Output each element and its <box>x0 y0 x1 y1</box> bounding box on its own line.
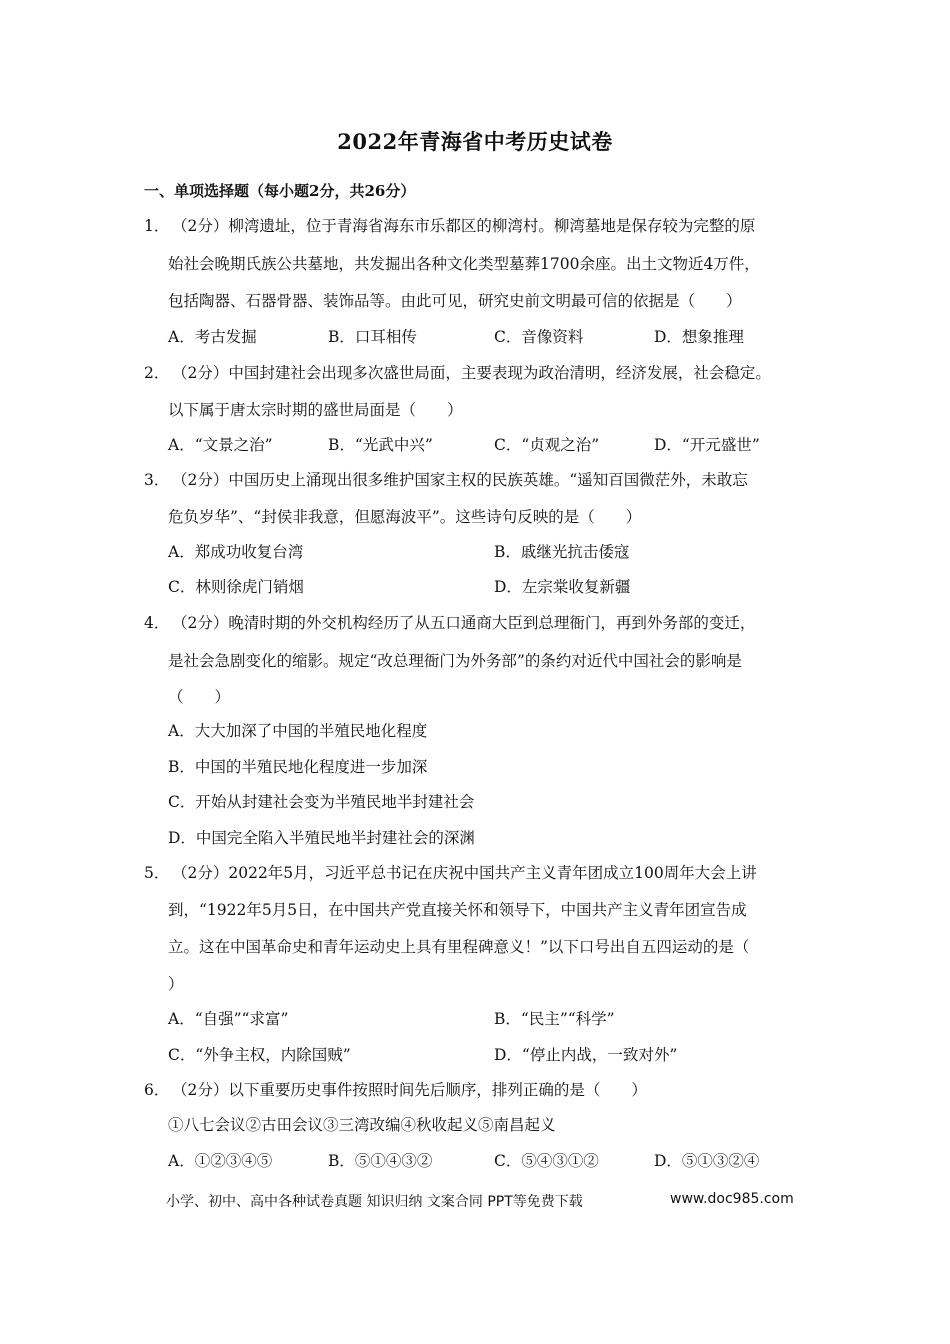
question-text-line: （2分）晚清时期的外交机构经历了从五口通商大臣到总理衙门，再到外务部的变迁， <box>172 614 756 632</box>
option-c: C．“贞观之治” <box>494 436 600 454</box>
question-text-line: （ ） <box>168 688 231 706</box>
option-a: A．“自强”“求富” <box>168 1010 289 1028</box>
option-a: A．“文景之治” <box>168 436 273 454</box>
option-c: C．开始从封建社会变为半殖民地半封建社会 <box>168 793 475 811</box>
footer-promo-text: 小学、初中、高中各种试卷真题 知识归纳 文案合同 PPT等免费下载 <box>166 1194 583 1210</box>
question-text-line: 到，“1922年5月5日，在中国共产党直接关怀和领导下，中国共产主义青年团宣告成 <box>168 901 747 919</box>
question-number: 1． <box>144 217 170 235</box>
option-a: A．郑成功收复台湾 <box>168 543 304 561</box>
option-c: C．音像资料 <box>494 328 584 346</box>
question-text-line: 包括陶器、石器骨器、装饰品等。由此可见，研究史前文明最可信的依据是（ ） <box>168 292 742 310</box>
option-d: D．想象推理 <box>654 328 744 346</box>
option-b: B．⑤①④③② <box>328 1152 433 1170</box>
option-a: A．①②③④⑤ <box>168 1152 273 1170</box>
question-number: 2． <box>144 364 170 382</box>
page-title: 2022年青海省中考历史试卷 <box>337 129 613 154</box>
question-text-line: 危负岁华”、“封侯非我意，但愿海波平”。这些诗句反映的是（ ） <box>168 508 642 526</box>
question-number: 4． <box>144 614 170 632</box>
question-text-line: （2分）以下重要历史事件按照时间先后顺序，排列正确的是（ ） <box>172 1081 647 1099</box>
option-b: B．口耳相传 <box>328 328 417 346</box>
question-text-line: 以下属于唐太宗时期的盛世局面是（ ） <box>168 401 463 419</box>
option-a: A．大大加深了中国的半殖民地化程度 <box>168 722 428 740</box>
option-d: D．“停止内战，一致对外” <box>494 1046 678 1064</box>
question-number: 5． <box>144 864 170 882</box>
option-b: B．“光武中兴” <box>328 436 433 454</box>
option-b: B．中国的半殖民地化程度进一步加深 <box>168 758 428 776</box>
option-c: C．“外争主权，内除国贼” <box>168 1046 351 1064</box>
question-number: 3． <box>144 471 170 489</box>
question-text-line: （2分）柳湾遗址，位于青海省海东市乐都区的柳湾村。柳湾墓地是保存较为完整的原 <box>172 217 756 235</box>
option-d: D．左宗棠收复新疆 <box>494 578 631 596</box>
question-number: 6． <box>144 1081 170 1099</box>
section-heading: 一、单项选择题（每小题2分，共26分） <box>144 182 416 200</box>
question-text-line: ①八七会议②古田会议③三湾改编④秋收起义⑤南昌起义 <box>168 1116 556 1134</box>
question-text-line: （2分）中国封建社会出现多次盛世局面，主要表现为政治清明，经济发展，社会稳定。 <box>172 364 771 382</box>
question-text-line: 始社会晚期氏族公共墓地，共发掘出各种文化类型墓葬1700余座。出土文物近4万件， <box>168 255 760 273</box>
question-text-line: （2分）2022年5月，习近平总书记在庆祝中国共产主义青年团成立100周年大会上讲 <box>172 864 757 882</box>
option-b: B．戚继光抗击倭寇 <box>494 543 630 561</box>
option-b: B．“民主”“科学” <box>494 1010 615 1028</box>
footer-website-link[interactable]: www.doc985.com <box>670 1191 794 1207</box>
option-c: C．林则徐虎门销烟 <box>168 578 304 596</box>
option-c: C．⑤④③①② <box>494 1152 599 1170</box>
option-a: A．考古发掘 <box>168 328 257 346</box>
question-text-line: 是社会急剧变化的缩影。规定“改总理衙门为外务部”的条约对近代中国社会的影响是 <box>168 652 742 670</box>
question-text-line: 立。这在中国革命史和青年运动史上具有里程碑意义！”以下口号出自五四运动的是（ <box>168 938 750 956</box>
option-d: D．“开元盛世” <box>654 436 760 454</box>
question-text-line: ） <box>168 975 184 993</box>
option-d: D．中国完全陷入半殖民地半封建社会的深渊 <box>168 829 475 847</box>
option-d: D．⑤①③②④ <box>654 1152 760 1170</box>
question-text-line: （2分）中国历史上涌现出很多维护国家主权的民族英雄。“遥知百国微茫外，未敢忘 <box>172 471 748 489</box>
